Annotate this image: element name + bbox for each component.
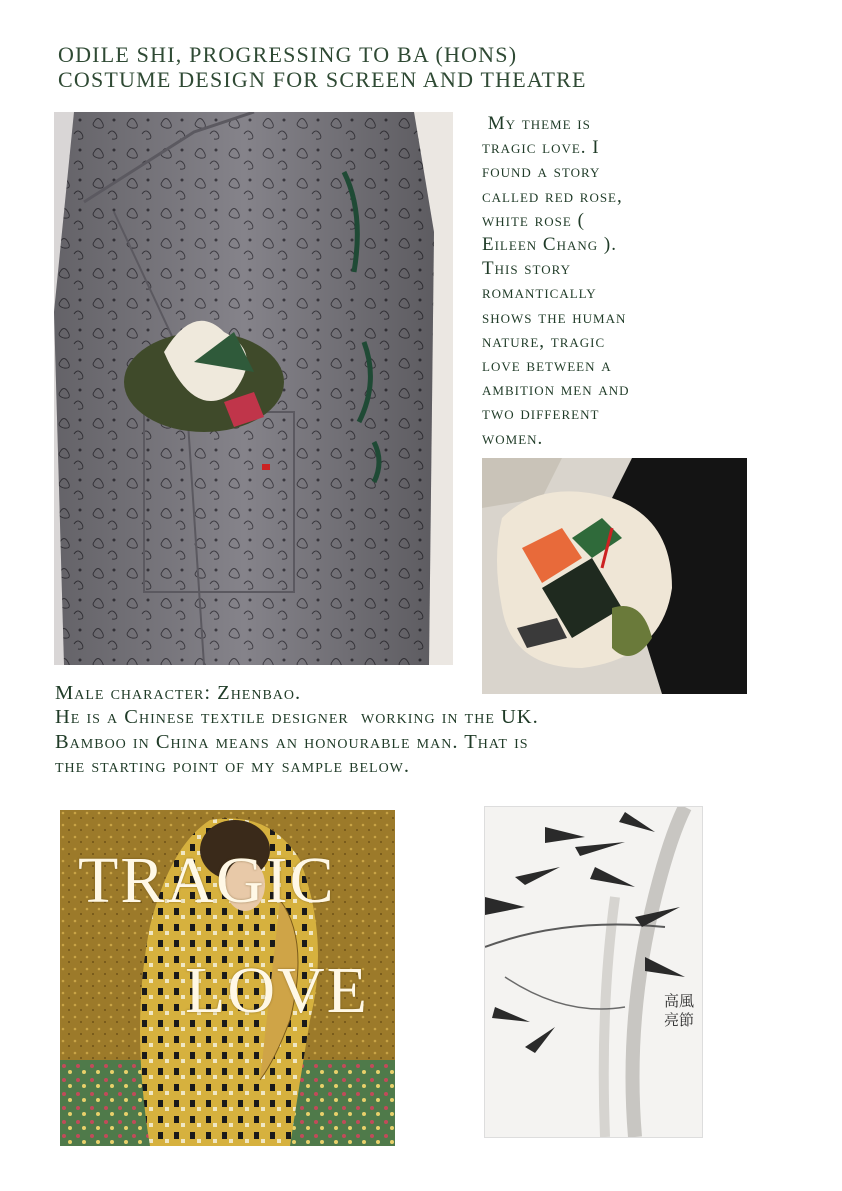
theme-line: Eileen Chang ). bbox=[482, 234, 617, 256]
ink-bamboo-painting-icon bbox=[485, 807, 702, 1137]
theme-line: nature, tragic bbox=[482, 330, 606, 352]
theme-description bbox=[482, 112, 707, 451]
theme-line: found a story bbox=[482, 161, 601, 183]
page-title bbox=[58, 42, 778, 92]
theme-line: romantically bbox=[482, 282, 597, 304]
hand-sample-photo bbox=[482, 458, 747, 694]
overlay-word-tragic: TRAGIC bbox=[78, 844, 336, 917]
theme-line: women. bbox=[482, 427, 544, 449]
theme-line: love between a bbox=[482, 355, 612, 377]
character-line: He is a Chinese textile designer working in the UK. bbox=[55, 706, 539, 729]
theme-line: white rose ( bbox=[482, 209, 585, 231]
theme-line: This story bbox=[482, 258, 571, 280]
title-line-1: ODILE SHI, PROGRESSING TO BA (HONS) bbox=[58, 42, 518, 67]
theme-line: ambition men and bbox=[482, 379, 630, 401]
theme-line: My theme is bbox=[482, 113, 591, 134]
title-line-2: COSTUME DESIGN FOR SCREEN AND THEATRE bbox=[58, 67, 587, 92]
klimt-painting bbox=[60, 810, 395, 1146]
theme-line: called red rose, bbox=[482, 185, 623, 207]
character-description bbox=[55, 681, 815, 778]
shirt-photo-icon bbox=[54, 112, 453, 665]
bamboo-painting bbox=[484, 806, 703, 1138]
theme-line: two different bbox=[482, 403, 600, 425]
theme-line: shows the human bbox=[482, 306, 627, 328]
fabric-sample-icon bbox=[482, 458, 747, 694]
theme-line: tragic love. I bbox=[482, 137, 600, 159]
calligraphy-inscription: 高風亮節 bbox=[664, 992, 695, 1029]
character-line: the starting point of my sample below. bbox=[55, 754, 411, 777]
character-line: Male character: Zhenbao. bbox=[55, 682, 302, 704]
character-line: Bamboo in China means an honourable man. That is bbox=[55, 730, 529, 753]
shirt-photo bbox=[54, 112, 453, 665]
overlay-word-love: LOVE bbox=[185, 954, 369, 1027]
